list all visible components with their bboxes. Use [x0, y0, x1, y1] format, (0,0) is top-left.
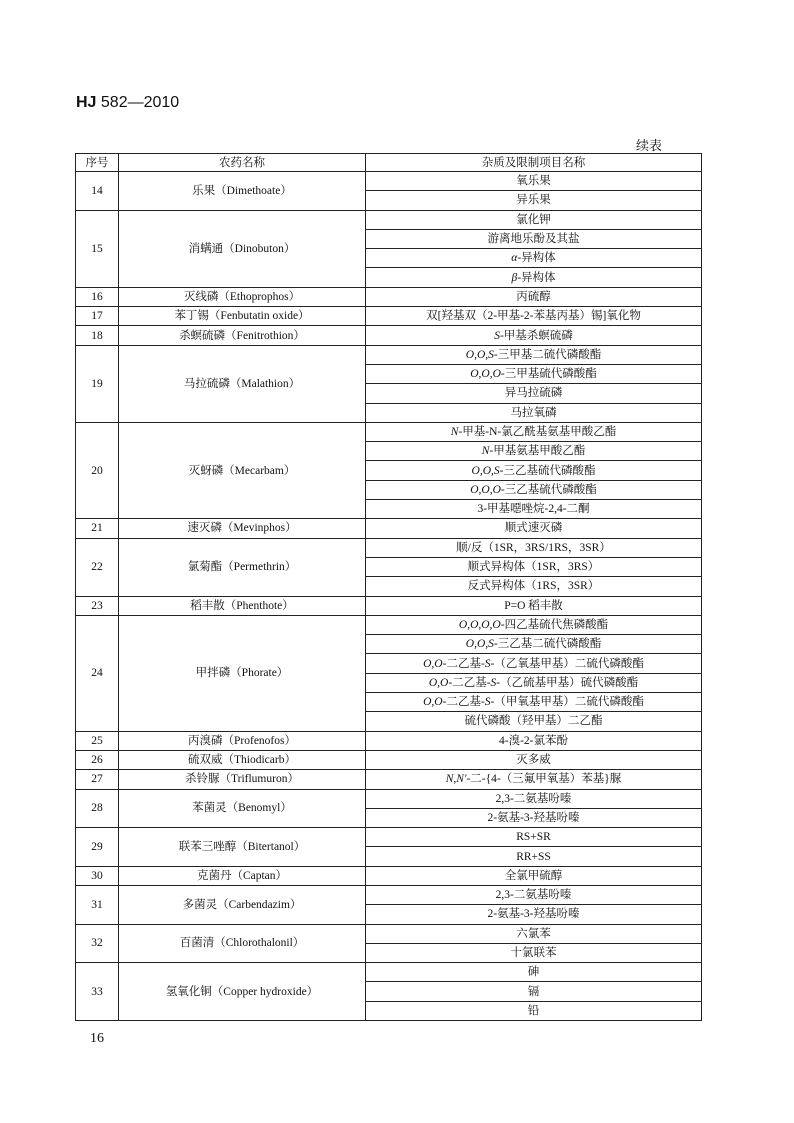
table-row [76, 828, 702, 847]
table-row [76, 963, 702, 982]
impurity-item: O,O,O-三甲基硫代磷酸酯 [366, 364, 702, 383]
row-number: 32 [76, 924, 119, 963]
row-number: 17 [76, 307, 119, 326]
pesticide-name: 氯菊酯（Permethrin） [119, 538, 366, 596]
impurity-item: 氯化钾 [366, 210, 702, 229]
impurity-item: S-甲基杀螟硫磷 [366, 326, 702, 345]
standard-code-prefix: HJ [76, 94, 97, 111]
header-pesticide-name: 农药名称 [119, 154, 366, 172]
row-number: 16 [76, 287, 119, 306]
row-number: 15 [76, 210, 119, 287]
table-row [76, 885, 702, 904]
impurity-item: 异乐果 [366, 191, 702, 210]
table-row [76, 326, 702, 345]
impurity-item: 游离地乐酚及其盐 [366, 229, 702, 248]
impurity-item: O,O-二乙基-S-（甲氧基甲基）二硫代磷酸酯 [366, 693, 702, 712]
row-number: 28 [76, 789, 119, 828]
pesticide-name: 硫双威（Thiodicarb） [119, 750, 366, 769]
pesticide-name: 氢氧化铜（Copper hydroxide） [119, 963, 366, 1021]
impurity-item: O,O,S-三乙基硫代磷酸酯 [366, 461, 702, 480]
impurity-item: 六氯苯 [366, 924, 702, 943]
pesticide-name: 灭线磷（Ethoprophos） [119, 287, 366, 306]
pesticide-name: 苯菌灵（Benomyl） [119, 789, 366, 828]
impurity-item: N-甲基氨基甲酸乙酯 [366, 442, 702, 461]
pesticide-name: 速灭磷（Mevinphos） [119, 519, 366, 538]
impurity-item: 2-氨基-3-羟基吩嗪 [366, 905, 702, 924]
pesticide-name: 苯丁锡（Fenbutatin oxide） [119, 307, 366, 326]
impurity-item: RS+SR [366, 828, 702, 847]
table-row [76, 538, 702, 557]
pesticide-name: 稻丰散（Phenthote） [119, 596, 366, 615]
row-number: 29 [76, 828, 119, 867]
pesticide-name: 甲拌磷（Phorate） [119, 615, 366, 731]
impurity-item: 3-甲基噁唑烷-2,4-二酮 [366, 500, 702, 519]
table-row [76, 596, 702, 615]
impurity-item: 丙硫醇 [366, 287, 702, 306]
row-number: 27 [76, 770, 119, 789]
impurity-item: 双[羟基双（2-甲基-2-苯基丙基）锡]氧化物 [366, 307, 702, 326]
impurity-item: 硫代磷酸（羟甲基）二乙酯 [366, 712, 702, 731]
impurity-item: 砷 [366, 963, 702, 982]
impurity-item: 灭多威 [366, 750, 702, 769]
table-row [76, 866, 702, 885]
impurity-item: 2,3-二氨基吩嗪 [366, 885, 702, 904]
header-impurity: 杂质及限制项目名称 [366, 154, 702, 172]
pesticide-name: 克菌丹（Captan） [119, 866, 366, 885]
row-number: 31 [76, 885, 119, 924]
impurity-item: 顺式速灭磷 [366, 519, 702, 538]
row-number: 18 [76, 326, 119, 345]
table-row [76, 307, 702, 326]
pesticide-name: 消螨通（Dinobuton） [119, 210, 366, 287]
pesticide-name: 杀螟硫磷（Fenitrothion） [119, 326, 366, 345]
impurity-item: 全氯甲硫醇 [366, 866, 702, 885]
table-row [76, 345, 702, 364]
impurity-item: N-甲基-N-氯乙酰基氨基甲酸乙酯 [366, 422, 702, 441]
table-row [76, 750, 702, 769]
impurity-table [75, 153, 702, 1021]
impurity-item: β-异构体 [366, 268, 702, 287]
impurity-item: O,O,O-三乙基硫代磷酸酯 [366, 480, 702, 499]
row-number: 20 [76, 422, 119, 518]
table-row [76, 172, 702, 191]
pesticide-name: 乐果（Dimethoate） [119, 172, 366, 211]
pesticide-name: 丙溴磷（Profenofos） [119, 731, 366, 750]
impurity-item: 马拉氧磷 [366, 403, 702, 422]
impurity-item: 镉 [366, 982, 702, 1001]
impurity-item: O,O,S-三乙基二硫代磷酸酯 [366, 635, 702, 654]
table-row [76, 770, 702, 789]
table-row [76, 615, 702, 634]
impurity-item: 反式异构体（1RS，3SR） [366, 577, 702, 596]
table-row [76, 422, 702, 441]
row-number: 30 [76, 866, 119, 885]
row-number: 14 [76, 172, 119, 211]
row-number: 25 [76, 731, 119, 750]
impurity-item: O,O-二乙基-S-（乙硫基甲基）硫代磷酸酯 [366, 673, 702, 692]
row-number: 33 [76, 963, 119, 1021]
table-row [76, 287, 702, 306]
row-number: 23 [76, 596, 119, 615]
header-no: 序号 [76, 154, 119, 172]
impurity-item: α-异构体 [366, 249, 702, 268]
pesticide-name: 马拉硫磷（Malathion） [119, 345, 366, 422]
standard-code-number: 582—2010 [96, 94, 180, 111]
pesticide-name: 百菌清（Chlorothalonil） [119, 924, 366, 963]
table-header-row [76, 154, 702, 172]
impurity-item: O,O,S-三甲基二硫代磷酸酯 [366, 345, 702, 364]
row-number: 24 [76, 615, 119, 731]
impurity-item: 异马拉硫磷 [366, 384, 702, 403]
impurity-item: 顺式异构体（1SR，3RS） [366, 557, 702, 576]
impurity-item: 4-溴-2-氯苯酚 [366, 731, 702, 750]
pesticide-name: 联苯三唑醇（Bitertanol） [119, 828, 366, 867]
impurity-item: 顺/反（1SR，3RS/1RS，3SR） [366, 538, 702, 557]
standard-code [76, 94, 179, 112]
impurity-item: 2-氨基-3-羟基吩嗪 [366, 808, 702, 827]
impurity-item: O,O-二乙基-S-（乙氧基甲基）二硫代磷酸酯 [366, 654, 702, 673]
row-number: 21 [76, 519, 119, 538]
page-number: 16 [90, 1031, 104, 1046]
continued-label: 续表 [636, 138, 663, 153]
table-row [76, 210, 702, 229]
pesticide-name: 多菌灵（Carbendazim） [119, 885, 366, 924]
pesticide-name: 杀铃脲（Triflumuron） [119, 770, 366, 789]
table-row [76, 731, 702, 750]
impurity-item: RR+SS [366, 847, 702, 866]
row-number: 19 [76, 345, 119, 422]
impurity-item: O,O,O,O-四乙基硫代焦磷酸酯 [366, 615, 702, 634]
table-body [76, 172, 702, 1021]
impurity-item: P=O 稻丰散 [366, 596, 702, 615]
impurity-item: 十氯联苯 [366, 943, 702, 962]
row-number: 26 [76, 750, 119, 769]
table-row [76, 789, 702, 808]
impurity-item: 铅 [366, 1001, 702, 1020]
impurity-item: N,N'-二-{4-（三氟甲氧基）苯基}脲 [366, 770, 702, 789]
pesticide-name: 灭蚜磷（Mecarbam） [119, 422, 366, 518]
table-row [76, 519, 702, 538]
row-number: 22 [76, 538, 119, 596]
impurity-item: 氧乐果 [366, 172, 702, 191]
table-row [76, 924, 702, 943]
impurity-item: 2,3-二氨基吩嗪 [366, 789, 702, 808]
